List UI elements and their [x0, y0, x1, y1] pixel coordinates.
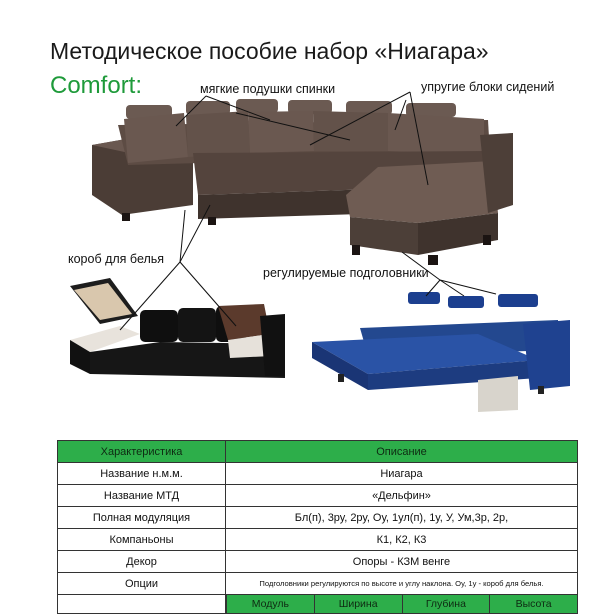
- table-header-characteristic: Характеристика: [58, 441, 226, 463]
- callout-soft-cushions: мягкие подушки спинки: [200, 82, 336, 96]
- callout-linen-box: короб для белья: [68, 252, 165, 266]
- modules-blank-cell: [58, 595, 226, 614]
- row-value: Подголовники регулируются по высоте и углу наклона. Оу, 1у - короб для белья.: [226, 573, 578, 595]
- row-value: К1, К2, К3: [226, 529, 578, 551]
- row-key: Название МТД: [58, 485, 226, 507]
- brown-corner-sofa-image: [88, 95, 518, 275]
- page-title: Методическое пособие набор «Ниагара»: [50, 38, 489, 64]
- row-value: Опоры - КЗМ венге: [226, 551, 578, 573]
- table-header-row: [58, 441, 578, 463]
- table-row: [58, 529, 578, 551]
- blue-sofa-bed-image: [308, 290, 576, 414]
- row-key: Компаньоны: [58, 529, 226, 551]
- table-row: [58, 463, 578, 485]
- table-row: [58, 485, 578, 507]
- row-value: Ниагара: [226, 463, 578, 485]
- table-row: [58, 573, 578, 595]
- table-row: [58, 551, 578, 573]
- row-value: Бл(п), 3ру, 2ру, Оу, 1ул(п), 1у, У, Ум,3р, 2р,: [226, 507, 578, 529]
- row-key: Декор: [58, 551, 226, 573]
- callout-headrests: регулируемые подголовники: [263, 266, 429, 280]
- modules-header-row: [58, 595, 578, 614]
- modules-header-cell: [226, 595, 578, 614]
- table-header-description: Описание: [226, 441, 578, 463]
- module-header-module: Модуль: [226, 595, 314, 613]
- row-key: Название н.м.м.: [58, 463, 226, 485]
- module-header-height: Высота: [489, 595, 577, 613]
- black-sofa-linen-box-image: [60, 276, 288, 386]
- row-key: Полная модуляция: [58, 507, 226, 529]
- module-header-width: Ширина: [314, 595, 402, 613]
- row-key: Опции: [58, 573, 226, 595]
- callout-seat-blocks: упругие блоки сидений: [421, 80, 555, 94]
- module-header-depth: Глубина: [402, 595, 490, 613]
- table-row: [58, 507, 578, 529]
- spec-table: [57, 440, 578, 614]
- row-value: «Дельфин»: [226, 485, 578, 507]
- page-subtitle: Comfort:: [50, 72, 143, 99]
